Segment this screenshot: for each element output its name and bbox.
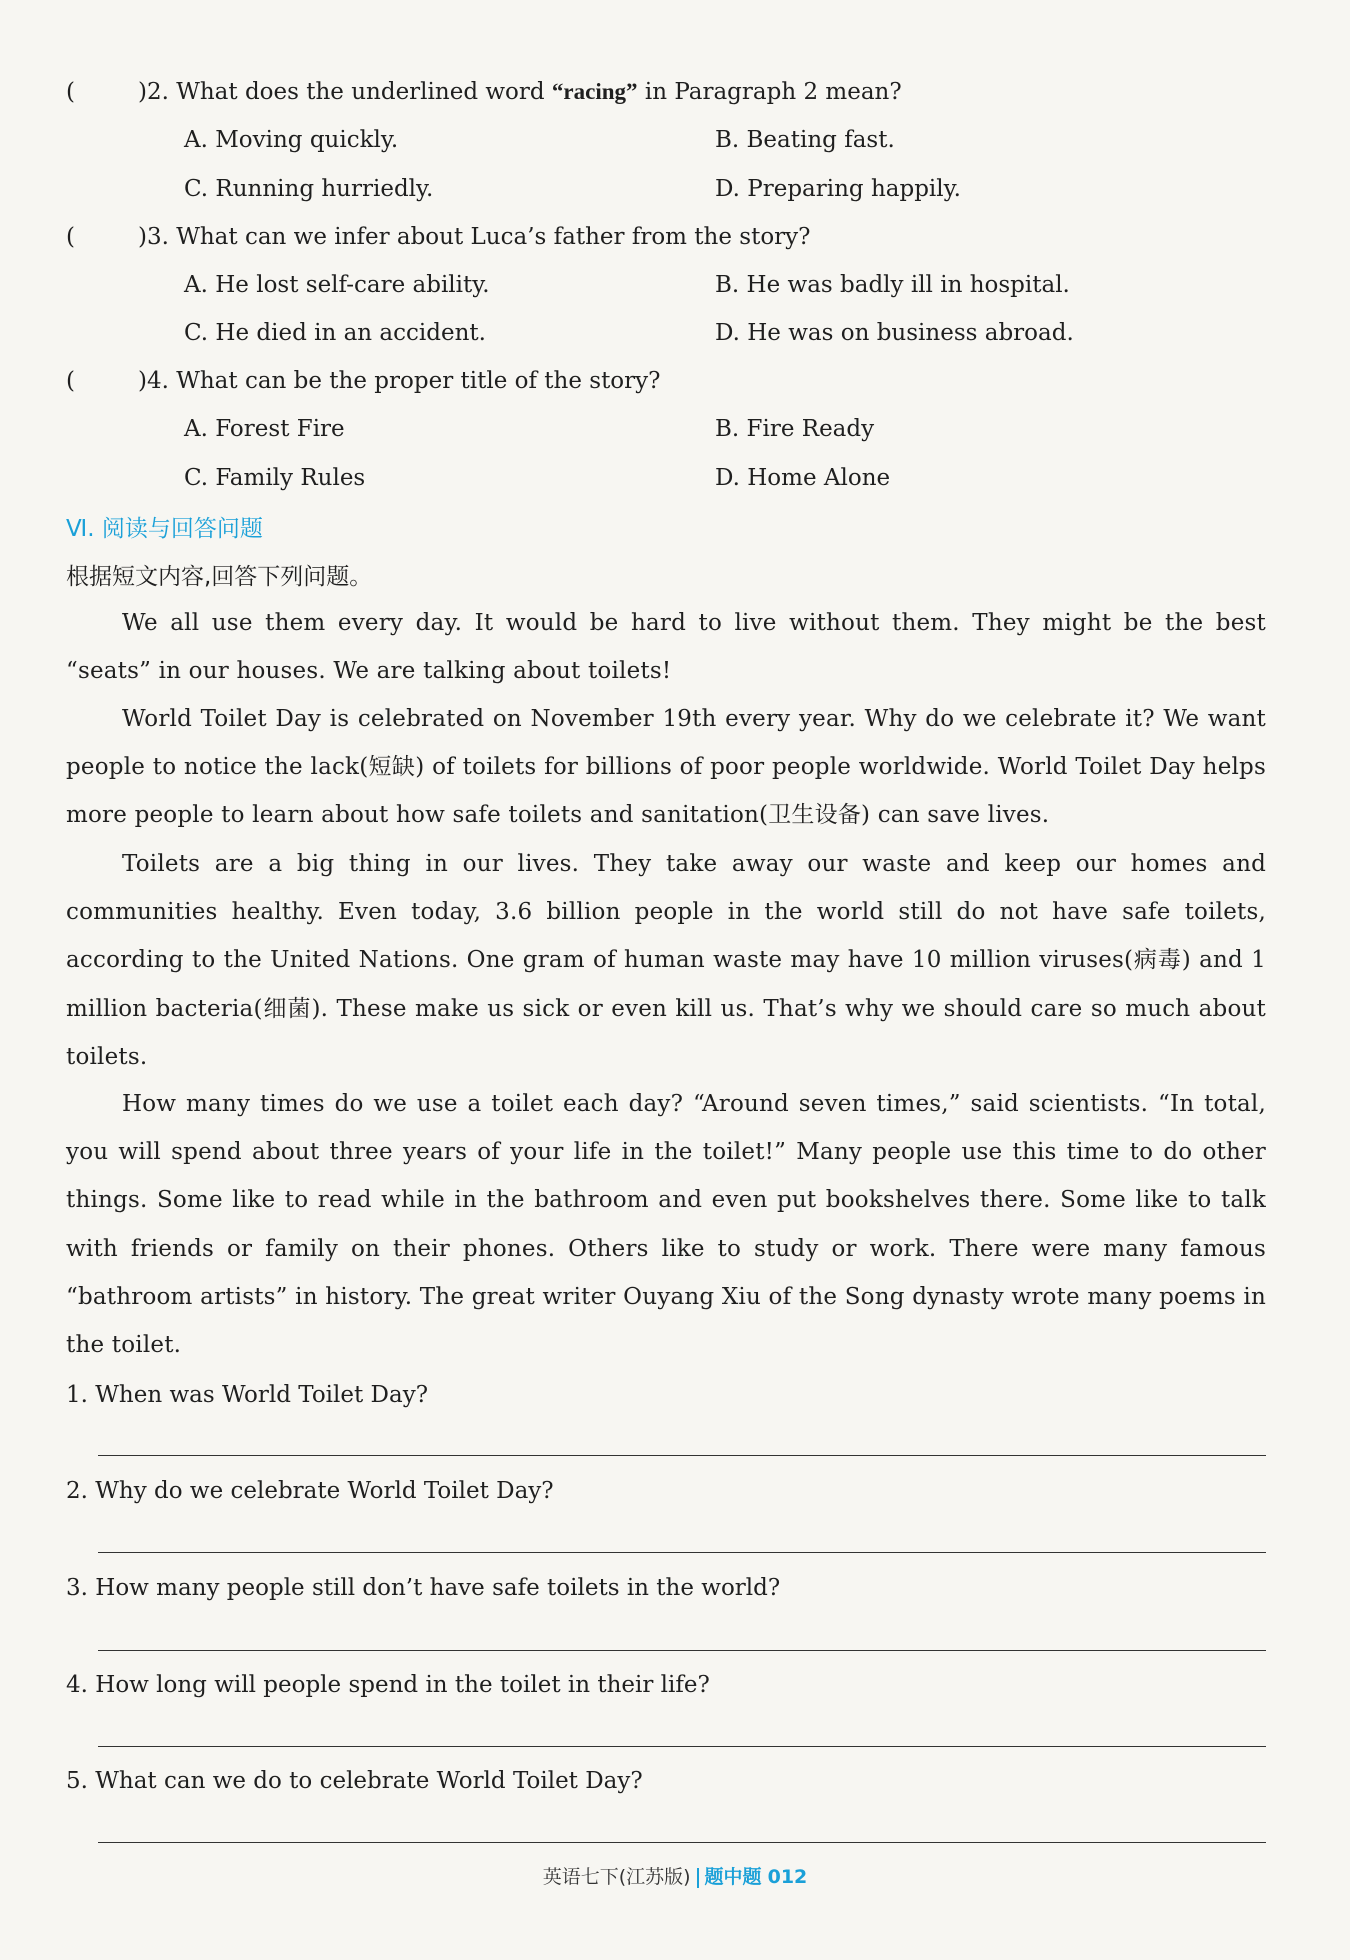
question-4: 4. How long will people spend in the toilet in their life?	[66, 1672, 710, 1698]
option-b: B. Beating fast.	[715, 127, 895, 153]
question-3: 3. How many people still don’t have safe toilets in the world?	[66, 1575, 781, 1601]
question-stem: )4. What can be the proper title of the story?	[138, 368, 661, 394]
section-title: Ⅵ. 阅读与回答问题	[66, 516, 263, 542]
book-title: 英语七下(江苏版)	[542, 1866, 691, 1888]
option-c: C. Running hurriedly.	[184, 176, 434, 202]
question-1: 1. When was World Toilet Day?	[66, 1382, 429, 1408]
option-b: B. He was badly ill in hospital.	[715, 272, 1070, 298]
footer-divider	[697, 1868, 699, 1888]
question-2: 2. Why do we celebrate World Toilet Day?	[66, 1478, 554, 1504]
answer-bracket: (	[66, 79, 75, 105]
option-d: D. Home Alone	[715, 465, 891, 491]
answer-line-3[interactable]	[98, 1650, 1266, 1651]
page-number: 012	[767, 1866, 808, 1888]
answer-line-1[interactable]	[98, 1455, 1266, 1456]
passage-paragraph-4: How many times do we use a toilet each day? “Around seven times,” said scientists. “In total, you will spend about three years of your life in the toilet!” Many people use this time to do other things. Some like to read while in the bathroom and even put bookshelves there. Some like to talk with friends or family on their phones. Others like to study or work. There were many famous “bathroom artists” in history. The great writer Ouyang Xiu of the Song dynasty wrote many poems in the toilet.	[66, 1091, 1266, 1359]
option-c: C. Family Rules	[184, 465, 366, 491]
answer-line-2[interactable]	[98, 1552, 1266, 1553]
option-d: D. Preparing happily.	[715, 176, 961, 202]
passage-paragraph-3: Toilets are a big thing in our lives. They take away our waste and keep our homes and communities healthy. Even today, 3.6 billion people in the world still do not have safe toilets, according to the United Nations. One gram of human waste may have 10 million viruses(病毒) and 1 million bacteria(细菌). These make us sick or even kill us. That’s why we should care so much about toilets.	[66, 851, 1266, 1070]
answer-bracket: (	[66, 368, 75, 394]
brand-name: 题中题	[704, 1866, 762, 1888]
option-b: B. Fire Ready	[715, 416, 875, 442]
section-instruction: 根据短文内容,回答下列问题。	[66, 564, 373, 590]
option-a: A. He lost self-care ability.	[184, 272, 490, 298]
answer-line-5[interactable]	[98, 1842, 1266, 1843]
keyword-racing: “racing”	[551, 79, 638, 104]
answer-bracket: (	[66, 224, 75, 250]
question-stem: )3. What can we infer about Luca’s father from the story?	[138, 224, 811, 250]
question-stem-end: in Paragraph 2 mean?	[637, 79, 902, 105]
page-footer	[0, 1862, 1350, 1889]
option-a: A. Forest Fire	[184, 416, 345, 442]
passage-paragraph-1: We all use them every day. It would be hard to live without them. They might be the best “seats” in our houses. We are talking about toilets!	[66, 610, 1266, 685]
answer-line-4[interactable]	[98, 1746, 1266, 1747]
option-c: C. He died in an accident.	[184, 320, 486, 346]
question-stem: )2. What does the underlined word	[138, 79, 552, 105]
option-a: A. Moving quickly.	[184, 127, 399, 153]
option-d: D. He was on business abroad.	[715, 320, 1074, 346]
question-5: 5. What can we do to celebrate World Toilet Day?	[66, 1768, 643, 1794]
passage-paragraph-2: World Toilet Day is celebrated on November 19th every year. Why do we celebrate it? We want people to notice the lack(短缺) of toilets for billions of poor people worldwide. World Toilet Day helps more people to learn about how safe toilets and sanitation(卫生设备) can save lives.	[66, 706, 1266, 829]
